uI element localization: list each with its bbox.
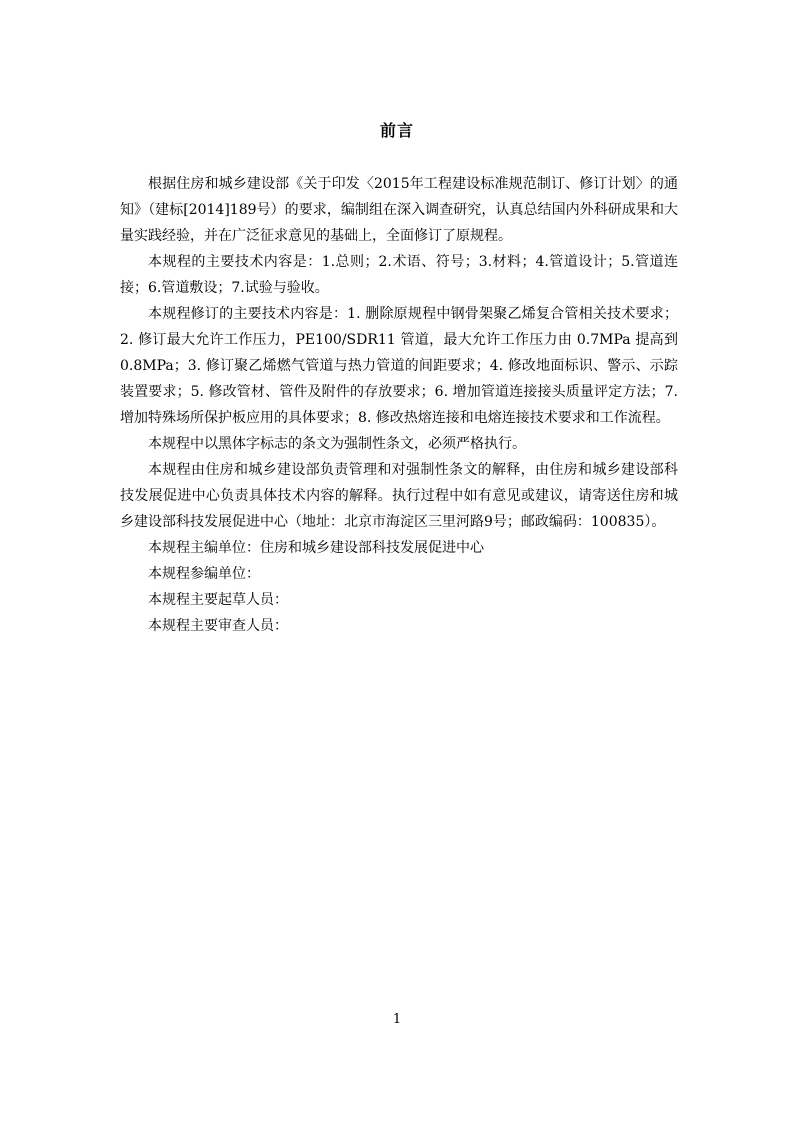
document-body	[120, 171, 678, 639]
paragraph-basis: 根据住房和城乡建设部《关于印发〈2015年工程建设标准规范制订、修订计划〉的通知》（建标[2014]189号）的要求，编制组在深入调查研究，认真总结国内外科研成果和大量实践经验，并在广泛征求意见的基础上，全面修订了原规程。	[120, 176, 678, 244]
paragraph-mandatory-clauses: 本规程中以黑体字标志的条文为强制性条文，必须严格执行。	[148, 436, 526, 452]
paragraph-chief-editor: 本规程主编单位：住房和城乡建设部科技发展促进中心	[148, 540, 484, 556]
paragraph-reviewers: 本规程主要审查人员：	[148, 618, 288, 634]
paragraph-administration: 本规程由住房和城乡建设部负责管理和对强制性条文的解释，由住房和城乡建设部科技发展促进中心负责具体技术内容的解释。执行过程中如有意见或建议，请寄送住房和城乡建设部科技发展促进中心（地址：北京市海淀区三里河路9号；邮政编码：100835）。	[120, 462, 678, 530]
page-number: 1	[392, 1012, 402, 1027]
paragraph-main-contents: 本规程的主要技术内容是：1.总则；2.术语、符号；3.材料；4.管道设计；5.管道连接；6.管道敷设；7.试验与验收。	[120, 254, 678, 296]
paragraph-revision-contents: 本规程修订的主要技术内容是：1. 删除原规程中钢骨架聚乙烯复合管相关技术要求；2. 修订最大允许工作压力，PE100/SDR11 管道，最大允许工作压力由 0.7MPa 提高到 0.8MPa；3. 修订聚乙烯燃气管道与热力管道的间距要求；4. 修改地面标识、警示、示踪装置要求；5. 修改管材、管件及附件的存放要求；6. 增加管道连接接头质量评定方法；7. 增加特殊场所保护板应用的具体要求；8. 修改热熔连接和电熔连接技术要求和工作流程。	[120, 306, 678, 426]
paragraph-participating-units: 本规程参编单位：	[148, 566, 260, 582]
paragraph-drafters: 本规程主要起草人员：	[148, 592, 288, 608]
page-title: 前言	[379, 121, 414, 140]
